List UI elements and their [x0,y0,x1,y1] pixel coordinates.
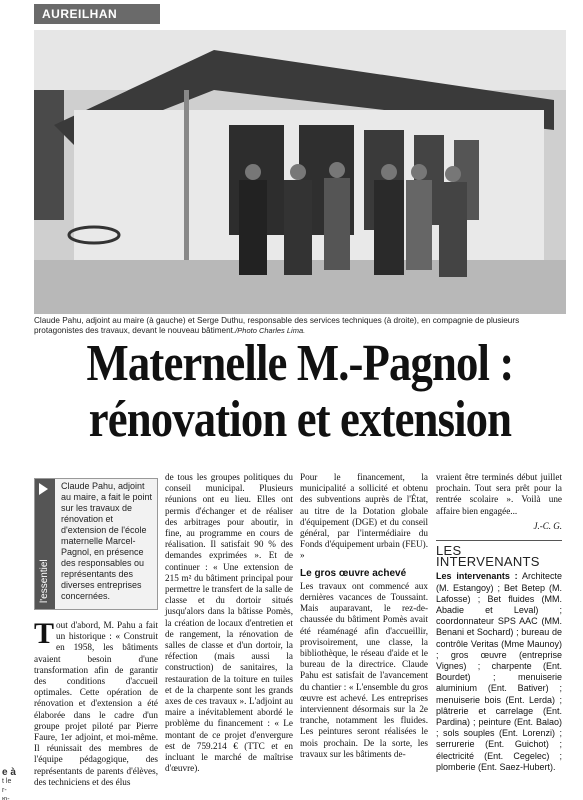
column-1-text: out d'abord, M. Pahu a fait un historique : « Construit en 1958, les bâtiments avaient besoin d'une transformation afin de garantir des conditions d'accueil optimales. Cette opération de rénovation et d'extension a été élaborée dans le cadre d'un groupe projet piloté par Pierre Faure, 1er adjoint, et moi-même. Il réunissait des membres de l'équipe pédagogique, des représentants de parents d'élèves, des techniciens et des élus [34,620,158,787]
intervenants-text: Architecte (M. Estangoy) ; Bet Betep (M. Lafosse) ; Bet fluides (MM. Abadie et Leval) ; coordonnateur SPS AAC (MM. Benani et Sochard) ; bureau de contrôle Veritas (Mme Maunoy) ; gros œuvre (entreprise Vignes) ; charpente (Ent. Bourdet) ; menuiserie aluminium (Ent. Bativer) ; menuiserie bois (Ent. Lerda) ; plâtrerie et carrelage (Ent. Pardina) ; peinture (Ent. Balao) ; sols souples (Ent. Lorenzi) ; serrurerie (Ent. Guichot) ; électricité (Ent. Cegelec) ; plomberie (Ent. Saez-Hubert). [436,571,562,772]
column-3-text-a: Pour le financement, la municipalité a sollicité et obtenu des subventions auprès de l'État, au titre de la Dotation globale d'équipement (DGE) et du conseil général, par l'intermédiaire du Fonds d'équipement urbain (FEU). » [300,472,428,561]
essentiel-sidebar [34,478,158,610]
article-column-2 [165,472,293,774]
section-header: AUREILHAN [34,4,160,24]
article-headline [68,336,532,448]
headline-line-1: Maternelle M.-Pagnol : [86,335,514,392]
intervenants-list [436,571,562,773]
article-column-3 [300,472,428,760]
essentiel-summary: Claude Pahu, adjoint au maire, a fait le point sur les travaux de rénovation et d'extension de l'école maternelle Marcel-Pagnol, en présence des responsables ou représentants des diverses entreprises concernées. [61,481,153,601]
photo-caption [34,316,566,336]
article-column-1 [34,617,158,788]
essentiel-tab [35,479,55,609]
margin-fragment-3: r- [2,787,7,794]
margin-fragment-2: t le [2,778,12,785]
margin-fragments [2,768,22,800]
column-3-text-b: Les travaux ont commencé aux dernières vacances de Toussaint. Mais auparavant, le rez-de-chaussée du bâtiment Pomès avait été réaménagé afin d'accueillir, provisoirement, une classe, la bibliothèque, le réseau d'aide et le bureau de la directrice. Claude Pahu est satisfait de l'avancement du chantier : « L'ensemble du gros œuvre est achevé. Les entreprises interviennent désormais sur la 2e tranche, notamment les fluides. Les peintures seront réalisées le mois prochain. De la sorte, les travaux sur les bâtiments de- [300,580,428,759]
intervenants-lead: Les intervenants : [436,571,518,582]
column-3-subhead: Le gros œuvre achevé [300,567,407,579]
author-signature: J.-C. G. [533,520,562,531]
article-photo [34,30,566,314]
column-2-text: de tous les groupes politiques du conseil municipal. Plusieurs réunions ont eu lieu. Elles ont permis d'échanger et de réaliser des arbitrages pour aboutir, in fine, au programme en cours de réalisation. Il satisfait 90 % des demandes exprimées ». Et de continuer : « Une extension de 215 m² du bâtiment principal pour permettre le transfert de la salle de classe et du dortoir situés jusqu'alors dans la bâtisse Pomès, la création de locaux d'entretien et de rangement, la rénovation de salles de classe et d'un dortoir, la réfection (mais aussi la construction) de sanitaires, la restauration de la toiture en tuiles et de la charpente sont les grands axes de ces travaux ». L'adjoint au maire a inévitablement abordé le problème du financement : « Le montant de ce projet d'envergure est de 759.214 € (TTC et en incluant le marché de maîtrise d'œuvre). [165,472,293,774]
column-4-text: vraient être terminés début juillet prochain. Tout sera prêt pour la rentrée scolaire ». Voilà une affaire bien engagée... [436,472,562,516]
headline-line-2: rénovation et extension [88,391,512,448]
margin-fragment-4: ю- [2,796,10,800]
essentiel-tab-label: l'essentiel [39,559,50,603]
intervenants-title: LES INTERVENANTS [436,540,562,567]
margin-fragment-1: e à [2,767,16,778]
drop-cap: T [34,617,55,650]
article-column-4 [436,472,562,773]
photo-credit: /Photo Charles Lima. [235,326,306,335]
caption-text: Claude Pahu, adjoint au maire (à gauche) et Serge Duthu, responsable des services techniques (à droite), en compagnie de plusieurs protagonistes des travaux, devant le nouveau bâtiment. [34,316,520,335]
